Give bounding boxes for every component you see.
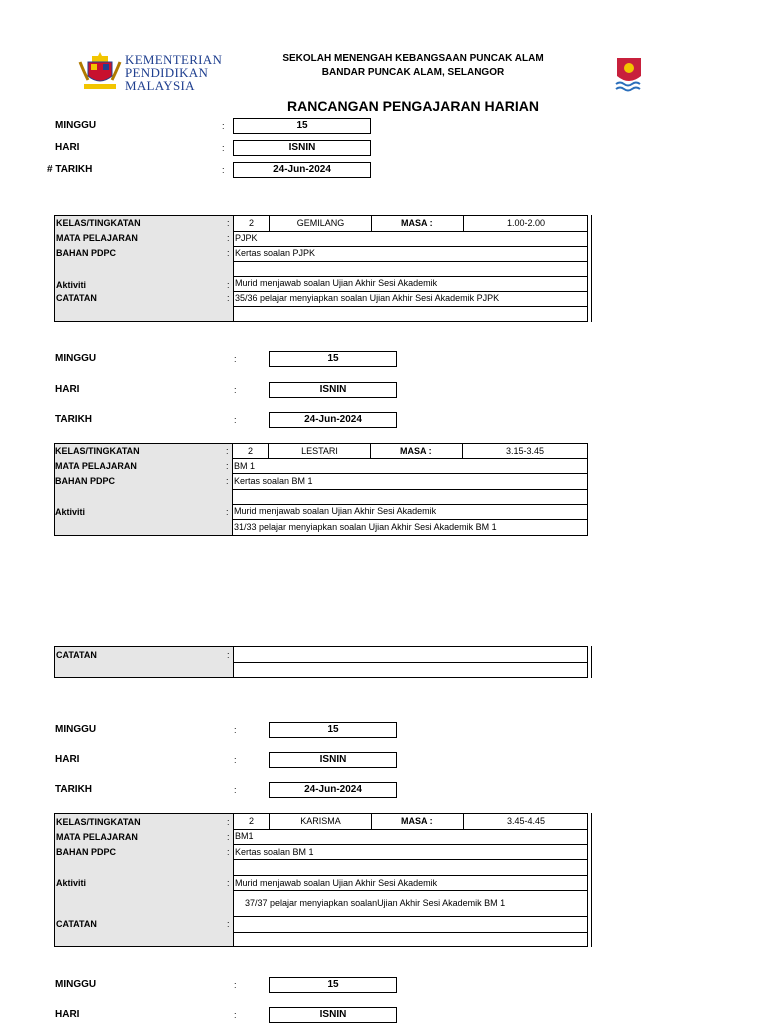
catatan-label: CATATAN	[56, 919, 97, 929]
colon: :	[222, 143, 225, 153]
mata-pelajaran-label: MATA PELAJARAN	[56, 832, 138, 842]
colon: :	[227, 919, 230, 929]
tarikh-label: TARIKH	[55, 414, 93, 425]
catatan-label: CATATAN	[56, 650, 97, 660]
school-location: BANDAR PUNCAK ALAM, SELANGOR	[321, 67, 505, 78]
mata-pelajaran-label: MATA PELAJARAN	[56, 233, 138, 243]
masa-label: MASA :	[401, 816, 433, 826]
hari-value: ISNIN	[233, 140, 371, 156]
subject-value: PJPK	[235, 233, 258, 243]
hari-label: HARI	[55, 384, 80, 395]
aktiviti-label: Aktiviti	[56, 878, 87, 888]
colon: :	[234, 725, 237, 735]
ministry-name-line-1: KEMENTERIAN	[125, 52, 223, 67]
bahan-label: BAHAN PDPC	[55, 476, 116, 486]
colon: :	[234, 1010, 237, 1020]
colon: :	[234, 755, 237, 765]
kelas-label: KELAS/TINGKATAN	[55, 446, 140, 456]
hari-value: ISNIN	[269, 382, 397, 398]
colon: :	[227, 280, 230, 290]
colon: :	[234, 785, 237, 795]
minggu-label: MINGGU	[55, 353, 97, 364]
colon: :	[227, 878, 230, 888]
masa-value: 1.00-2.00	[506, 218, 546, 228]
label-column	[54, 444, 232, 536]
tingkatan-value: 2	[247, 446, 253, 456]
colon: :	[227, 650, 230, 660]
lesson-table-1	[54, 215, 588, 322]
tingkatan-value: 2	[248, 218, 254, 228]
kelas-label: KELAS/TINGKATAN	[56, 218, 141, 228]
school-badge-icon	[612, 54, 646, 94]
subject-value: BM1	[235, 831, 254, 841]
hari-value: ISNIN	[269, 752, 397, 768]
ministry-name-line-2: PENDIDIKAN	[125, 65, 209, 80]
lesson-table-2	[54, 443, 588, 536]
colon: :	[227, 832, 230, 842]
kelas-value: GEMILANG	[296, 218, 345, 228]
colon: :	[226, 507, 229, 517]
tarikh-value: 24-Jun-2024	[269, 782, 397, 798]
ministry-logo	[78, 50, 223, 96]
hari-label: HARI	[55, 1009, 80, 1020]
aktiviti-value: Murid menjawab soalan Ujian Akhir Sesi Akademik	[234, 506, 437, 516]
colon: :	[226, 476, 229, 486]
masa-value: 3.45-4.45	[506, 816, 546, 826]
colon: :	[234, 980, 237, 990]
tarikh-label: # TARIKH	[47, 164, 93, 175]
minggu-value: 15	[269, 351, 397, 367]
colon: :	[227, 233, 230, 243]
colon: :	[226, 461, 229, 471]
masa-label: MASA :	[401, 218, 433, 228]
tarikh-value: 24-Jun-2024	[269, 412, 397, 428]
colon: :	[234, 354, 237, 364]
ministry-name-line-3: MALAYSIA	[125, 78, 195, 93]
kelas-label: KELAS/TINGKATAN	[56, 817, 141, 827]
minggu-value: 15	[269, 722, 397, 738]
aktiviti-label: Aktiviti	[56, 280, 87, 290]
colon: :	[226, 446, 229, 456]
minggu-value: 15	[269, 977, 397, 993]
colon: :	[227, 248, 230, 258]
mata-pelajaran-label: MATA PELAJARAN	[55, 461, 137, 471]
lesson-table-3	[54, 813, 588, 947]
catatan-value: 31/33 pelajar menyiapkan soalan Ujian Akhir Sesi Akademik BM 1	[234, 522, 497, 532]
bahan-value: Kertas soalan PJPK	[235, 248, 316, 258]
aktiviti-value: Murid menjawab soalan Ujian Akhir Sesi Akademik	[235, 878, 438, 888]
colon: :	[227, 847, 230, 857]
colon: :	[227, 218, 230, 228]
colon: :	[222, 165, 225, 175]
colon: :	[222, 121, 225, 131]
bahan-value: Kertas soalan BM 1	[235, 847, 314, 857]
bahan-label: BAHAN PDPC	[56, 248, 117, 258]
bahan-value: Kertas soalan BM 1	[234, 476, 313, 486]
kelas-value: LESTARI	[301, 446, 338, 456]
masa-label: MASA :	[400, 446, 432, 456]
minggu-label: MINGGU	[55, 724, 97, 735]
aktiviti-label: Aktiviti	[55, 507, 86, 517]
malaysia-coat-of-arms-icon	[78, 52, 122, 94]
minggu-value: 15	[233, 118, 371, 134]
tarikh-value: 24-Jun-2024	[233, 162, 371, 178]
minggu-label: MINGGU	[55, 979, 97, 990]
hari-value: ISNIN	[269, 1007, 397, 1023]
colon: :	[234, 415, 237, 425]
school-name: SEKOLAH MENENGAH KEBANGSAAN PUNCAK ALAM	[282, 53, 544, 64]
aktiviti-value: Murid menjawab soalan Ujian Akhir Sesi Akademik	[235, 278, 438, 288]
minggu-label: MINGGU	[55, 120, 97, 131]
colon: :	[227, 817, 230, 827]
catatan-value: 37/37 pelajar menyiapkan soalanUjian Akhir Sesi Akademik BM 1	[245, 898, 506, 908]
colon: :	[234, 385, 237, 395]
tarikh-label: TARIKH	[55, 784, 93, 795]
catatan-value: 35/36 pelajar menyiapkan soalan Ujian Akhir Sesi Akademik PJPK	[235, 293, 500, 303]
document-title: RANCANGAN PENGAJARAN HARIAN	[286, 98, 539, 114]
masa-value: 3.15-3.45	[505, 446, 545, 456]
subject-value: BM 1	[234, 461, 256, 471]
tingkatan-value: 2	[248, 816, 254, 826]
hari-label: HARI	[55, 754, 80, 765]
bahan-label: BAHAN PDPC	[56, 847, 117, 857]
catatan-table-2	[54, 646, 588, 678]
hari-label: HARI	[55, 142, 80, 153]
kelas-value: KARISMA	[300, 816, 341, 826]
catatan-label: CATATAN	[56, 293, 97, 303]
colon: :	[227, 293, 230, 303]
